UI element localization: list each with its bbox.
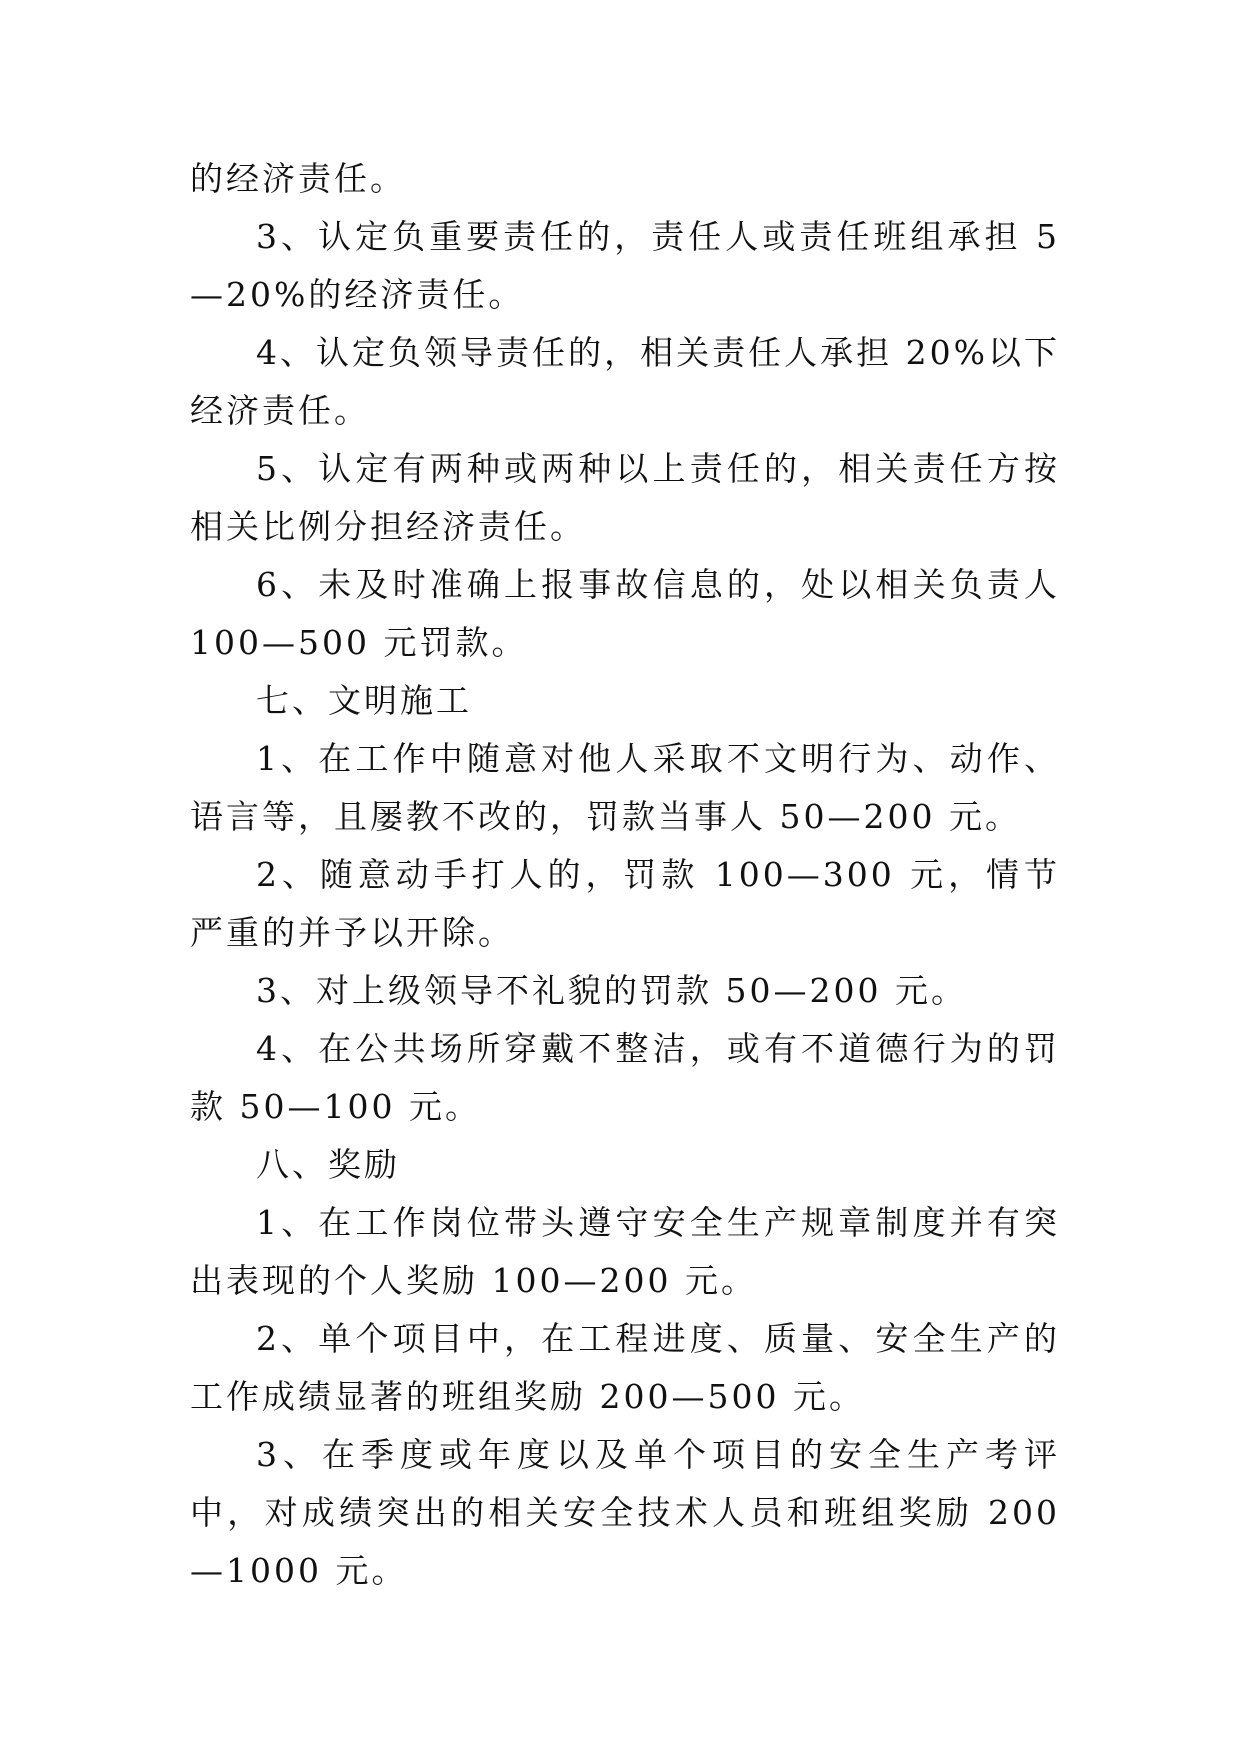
paragraph-item: 4、认定负领导责任的，相关责任人承担 20%以下经济责任。 [190,333,1060,430]
section-heading: 七、文明施工 [256,681,472,720]
paragraph-item: 5、认定有两种或两种以上责任的，相关责任方按相关比例分担经济责任。 [190,449,1060,546]
paragraph-item: 3、认定负重要责任的，责任人或责任班组承担 5—20%的经济责任。 [190,217,1060,314]
paragraph-item: 2、单个项目中，在工程进度、质量、安全生产的工作成绩显著的班组奖励 200—500 元。 [190,1319,1060,1416]
paragraph-item: 1、在工作中随意对他人采取不文明行为、动作、语言等，且屡教不改的，罚款当事人 50—200 元。 [190,739,1060,836]
section-heading: 八、奖励 [256,1145,400,1184]
document-body [190,150,1060,1600]
paragraph-item: 1、在工作岗位带头遵守安全生产规章制度并有突出表现的个人奖励 100—200 元。 [190,1203,1060,1300]
paragraph-item: 3、在季度或年度以及单个项目的安全生产考评中，对成绩突出的相关安全技术人员和班组奖励 200—1000 元。 [190,1435,1060,1590]
paragraph-continuation: 的经济责任。 [190,159,406,198]
paragraph-item: 6、未及时准确上报事故信息的，处以相关负责人 100—500 元罚款。 [190,565,1060,662]
paragraph-item: 4、在公共场所穿戴不整洁，或有不道德行为的罚款 50—100 元。 [190,1029,1060,1126]
paragraph-item: 3、对上级领导不礼貌的罚款 50—200 元。 [256,971,967,1010]
paragraph-item: 2、随意动手打人的，罚款 100—300 元，情节严重的并予以开除。 [190,855,1060,952]
